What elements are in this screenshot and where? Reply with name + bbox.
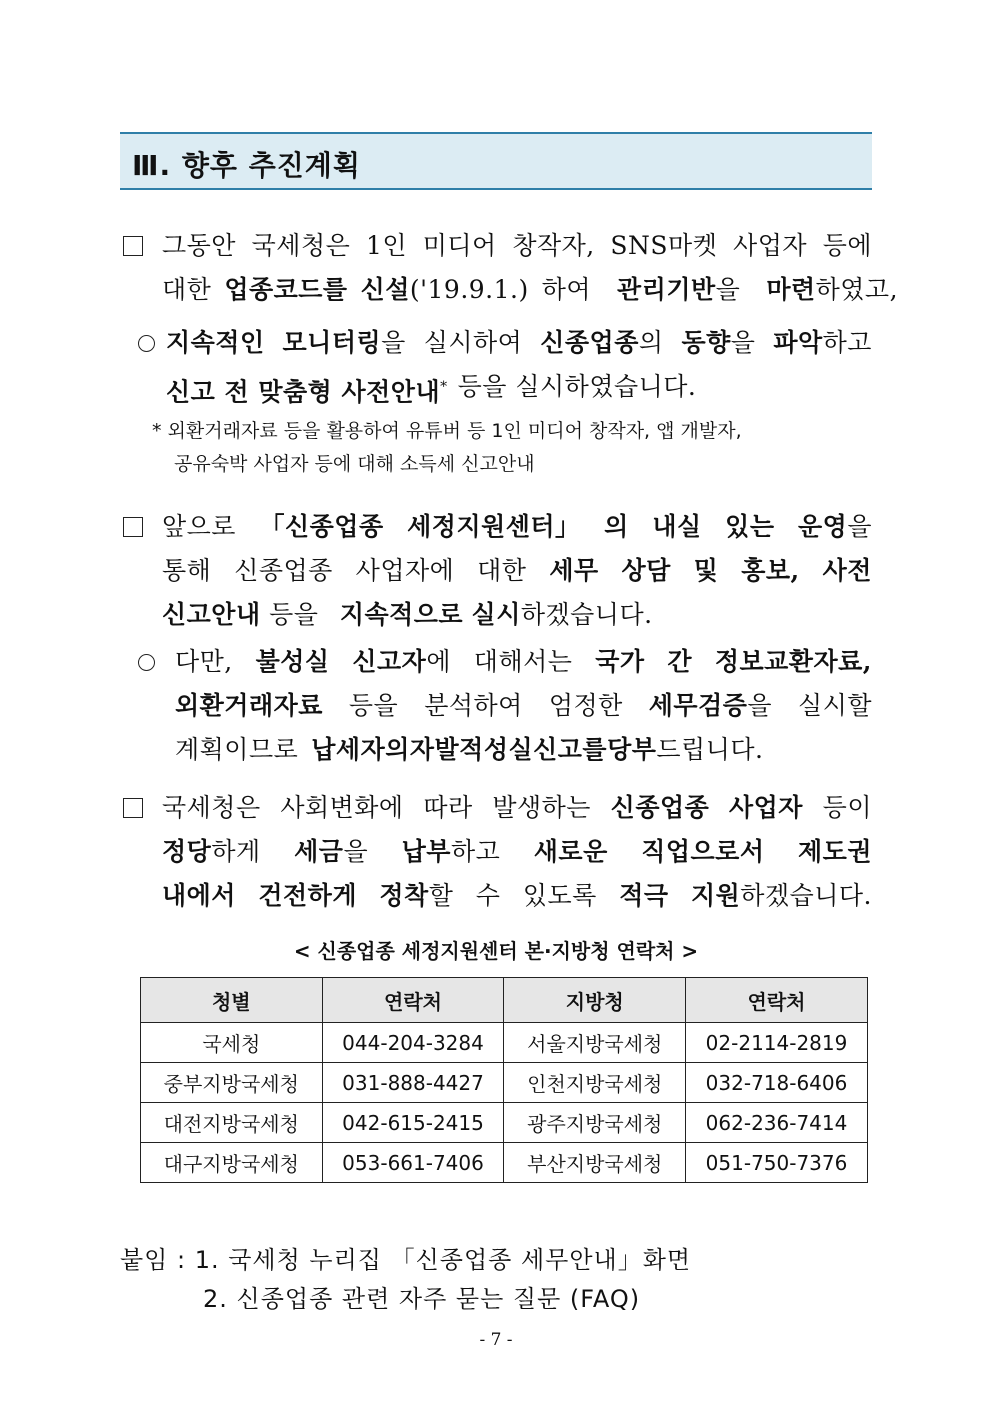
checkbox-bullet xyxy=(123,798,143,818)
contacts-table xyxy=(140,977,868,1183)
table-cell: 032-718-6406 xyxy=(686,1063,868,1103)
table-cell: 광주지방국세청 xyxy=(504,1103,686,1143)
table-row xyxy=(141,1063,868,1103)
checkbox-bullet xyxy=(123,236,143,256)
paragraph-2a: 다만, 불성실 신고자에 대해서는 국가 간 정보교환자료, 외환거래자료 등을 분석하여 엄정한 세무검증을 실시할 계획이므로 납세자의 자발적 성실신고를 당부 드립니다. xyxy=(175,647,872,764)
footnote: * 외환거래자료 등을 활용하여 유튜버 등 1인 미디어 창작자, 앱 개발자, 공유숙박 사업자 등에 대해 소득세 신고안내 xyxy=(152,420,742,475)
page-number: - 7 - xyxy=(479,1330,513,1350)
table-cell: 국세청 xyxy=(141,1023,323,1063)
paragraph-2: 앞으로 「신종업종 세정지원센터」 의 내실 있는 운영을 통해 신종업종 사업자에 대한 세무 상담 및 홍보, 사전 신고안내 등을 지속적으로 실시 하겠습니다. xyxy=(162,512,872,629)
attachment-2: 2. 신종업종 관련 자주 묻는 질문 (FAQ) xyxy=(203,1285,641,1313)
table-cell: 044-204-3284 xyxy=(322,1023,504,1063)
table-cell: 062-236-7414 xyxy=(686,1103,868,1143)
table-header-row xyxy=(141,978,868,1023)
table-cell: 부산지방국세청 xyxy=(504,1143,686,1183)
table-cell: 중부지방국세청 xyxy=(141,1063,323,1103)
section-header xyxy=(120,132,872,190)
table-caption: < 신종업종 세정지원센터 본·지방청 연락처 > xyxy=(293,939,699,963)
paragraph-3: 국세청은 사회변화에 따라 발생하는 신종업종 사업자 등이 정당하게 세금을 납부하고 새로운 직업으로서 제도권 내에서 건전하게 정착할 수 있도록 적극 지원하겠습니다. xyxy=(162,793,872,910)
table-cell: 053-661-7406 xyxy=(322,1143,504,1183)
column-header: 청별 xyxy=(141,978,323,1023)
table-cell: 서울지방국세청 xyxy=(504,1023,686,1063)
table-cell: 042-615-2415 xyxy=(322,1103,504,1143)
section-title: Ⅲ. 향후 추진계획 xyxy=(132,149,361,182)
column-header: 지방청 xyxy=(504,978,686,1023)
checkbox-bullet xyxy=(123,517,143,537)
paragraph-1a: 지속적인 모니터링을 실시하여 신종업종의 동향을 파악하고 신고 전 맞춤형 사전안내* 등을 실시하였습니다. xyxy=(166,328,872,407)
circle-bullet xyxy=(138,654,155,671)
table-row xyxy=(141,1023,868,1063)
circle-bullet xyxy=(138,335,155,352)
table-row xyxy=(141,1103,868,1143)
table-cell: 051-750-7376 xyxy=(686,1143,868,1183)
table-cell: 인천지방국세청 xyxy=(504,1063,686,1103)
table-cell: 031-888-4427 xyxy=(322,1063,504,1103)
column-header: 연락처 xyxy=(686,978,868,1023)
attachment-1: 붙임 : 1. 국세청 누리집 「신종업종 세무안내」화면 xyxy=(120,1246,692,1274)
table-cell: 대구지방국세청 xyxy=(141,1143,323,1183)
table-row xyxy=(141,1143,868,1183)
column-header: 연락처 xyxy=(322,978,504,1023)
table-cell: 02-2114-2819 xyxy=(686,1023,868,1063)
paragraph-1: 그동안 국세청은 1인 미디어 창작자, SNS마켓 사업자 등에 대한 업종코드를 신설('19.9.1.) 하여 관리기반을 마련하였고, xyxy=(162,231,899,304)
table-cell: 대전지방국세청 xyxy=(141,1103,323,1143)
